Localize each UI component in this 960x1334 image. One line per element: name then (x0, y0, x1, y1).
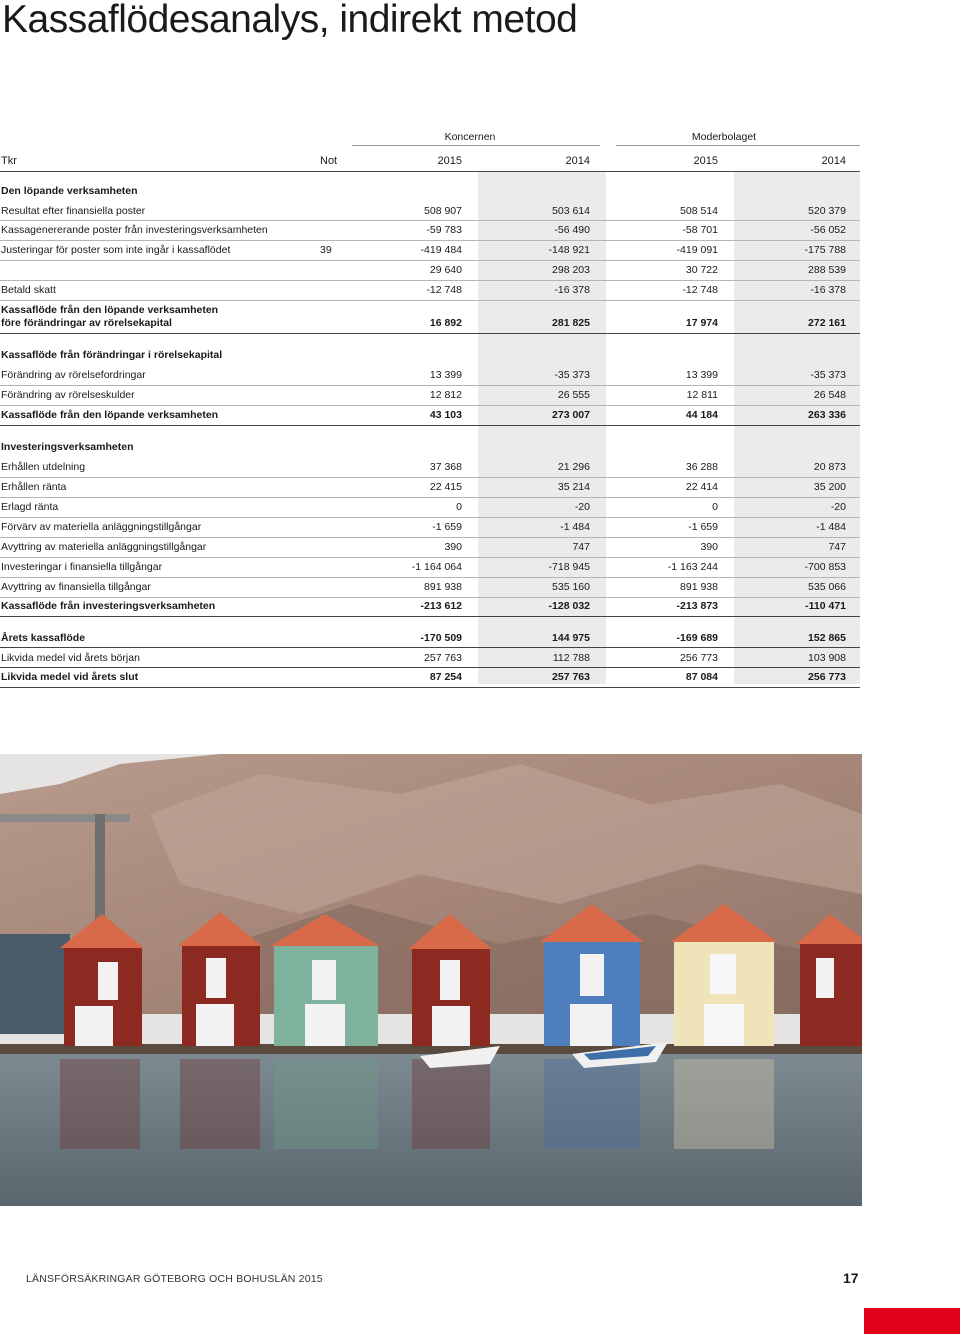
cell-moderbolaget-2015: 17 974 (685, 317, 718, 329)
cell-koncernen-2015: 390 (444, 541, 462, 553)
cell-koncernen-2014: 503 614 (552, 205, 590, 217)
cell-moderbolaget-2014: -35 373 (810, 369, 846, 381)
cell-moderbolaget-2015: 508 514 (680, 205, 718, 217)
page-number: 17 (843, 1270, 859, 1286)
table-row (0, 537, 860, 557)
group-line-koncernen (352, 145, 600, 146)
header-tkr: Tkr (1, 155, 17, 167)
row-label: Avyttring av finansiella tillgångar (1, 581, 151, 593)
subtotal-row (0, 405, 860, 425)
cell-koncernen-2014: 26 555 (557, 389, 590, 401)
cell-koncernen-2014: 273 007 (552, 409, 590, 421)
cell-koncernen-2015: -59 783 (426, 224, 462, 236)
cell-koncernen-2014: 747 (572, 541, 590, 553)
row-label: Erlagd ränta (1, 501, 59, 513)
row-label: Justeringar för poster som inte ingår i kassaflödet (1, 244, 231, 256)
cell-koncernen-2014: -56 490 (554, 224, 590, 236)
cell-koncernen-2014: 257 763 (552, 671, 590, 683)
cell-koncernen-2014: 144 975 (552, 632, 590, 644)
header-moderbolaget-2014: 2014 (821, 155, 846, 167)
cell-moderbolaget-2014: -1 484 (816, 521, 846, 533)
table-row (0, 201, 860, 221)
cell-koncernen-2015: -12 748 (426, 284, 462, 296)
table-row (0, 477, 860, 497)
row-label: Likvida medel vid årets slut (1, 671, 139, 683)
header-koncernen-2015: 2015 (437, 155, 462, 167)
cell-moderbolaget-2014: -175 788 (804, 244, 846, 256)
cell-koncernen-2015: -1 659 (432, 521, 462, 533)
cell-koncernen-2015: 12 812 (429, 389, 462, 401)
row-label: Betald skatt (1, 284, 56, 296)
cell-koncernen-2015: 891 938 (424, 581, 462, 593)
row-label: Årets kassaflöde (1, 632, 86, 644)
cell-moderbolaget-2015: 256 773 (680, 652, 718, 664)
cell-koncernen-2015: 257 763 (424, 652, 462, 664)
group-line-moderbolaget (616, 145, 860, 146)
section-heading-label: Investeringsverksamheten (1, 441, 134, 453)
cell-moderbolaget-2014: 263 336 (808, 409, 846, 421)
table-row (0, 385, 860, 405)
cell-koncernen-2014: 35 214 (557, 481, 590, 493)
cell-moderbolaget-2015: -12 748 (682, 284, 718, 296)
cell-moderbolaget-2014: 152 865 (808, 632, 846, 644)
table-row (0, 240, 860, 260)
table-row (0, 365, 860, 385)
row-label: Förvärv av materiella anläggningstillgångar (1, 521, 202, 533)
cell-moderbolaget-2015: 390 (700, 541, 718, 553)
subtotal-rule (0, 333, 860, 334)
row-label: Erhållen utdelning (1, 461, 86, 473)
table-row (0, 577, 860, 597)
page-title: Kassaflödesanalys, indirekt metod (2, 0, 578, 41)
cell-moderbolaget-2014: -56 052 (810, 224, 846, 236)
total-rule (0, 687, 860, 688)
section-heading (0, 437, 860, 457)
row-label: Likvida medel vid årets början (1, 652, 140, 664)
cell-moderbolaget-2014: -20 (830, 501, 846, 513)
cell-moderbolaget-2015: -213 873 (676, 600, 718, 612)
cell-koncernen-2015: 22 415 (429, 481, 462, 493)
cell-moderbolaget-2014: 535 066 (808, 581, 846, 593)
accent-bar (864, 1308, 960, 1334)
table-row (0, 517, 860, 537)
table-row (0, 497, 860, 517)
cell-moderbolaget-2015: -58 701 (682, 224, 718, 236)
subtotal-row (0, 596, 860, 616)
cell-koncernen-2015: 37 368 (429, 461, 462, 473)
section-heading-label: Den löpande verksamheten (1, 185, 138, 197)
cell-moderbolaget-2015: 0 (712, 501, 718, 513)
header-rule (0, 171, 860, 172)
cell-moderbolaget-2015: 36 288 (685, 461, 718, 473)
cell-moderbolaget-2014: -700 853 (804, 561, 846, 573)
row-label: Förändring av rörelsefordringar (1, 369, 146, 381)
subtotal-rule (0, 616, 860, 617)
cell-moderbolaget-2014: 20 873 (813, 461, 846, 473)
header-moderbolaget-2015: 2015 (693, 155, 718, 167)
cell-moderbolaget-2015: 22 414 (685, 481, 718, 493)
cell-koncernen-2015: 0 (456, 501, 462, 513)
cell-moderbolaget-2014: 35 200 (813, 481, 846, 493)
cell-koncernen-2014: -128 032 (548, 600, 590, 612)
row-label: Kassagenererande poster från investeringsverksamheten (1, 224, 268, 236)
row-label: Resultat efter finansiella poster (1, 205, 146, 217)
section-heading (0, 345, 860, 365)
cell-koncernen-2015: 508 907 (424, 205, 462, 217)
cell-moderbolaget-2014: 272 161 (808, 317, 846, 329)
cell-koncernen-2014: 535 160 (552, 581, 590, 593)
cell-koncernen-2015: -213 612 (420, 600, 462, 612)
table-row (0, 280, 860, 300)
section-heading (0, 181, 860, 201)
cell-moderbolaget-2015: -1 163 244 (667, 561, 718, 573)
cell-moderbolaget-2014: 288 539 (808, 264, 846, 276)
cell-moderbolaget-2015: 87 084 (685, 671, 718, 683)
table-row (0, 557, 860, 577)
row-label: Investeringar i finansiella tillgångar (1, 561, 163, 573)
group-label-moderbolaget: Moderbolaget (691, 131, 757, 143)
cell-koncernen-2015: 87 254 (429, 671, 462, 683)
cell-koncernen-2015: -419 484 (420, 244, 462, 256)
boathouse-illustration (0, 754, 862, 1206)
cell-koncernen-2014: -1 484 (560, 521, 590, 533)
cell-koncernen-2015: 29 640 (429, 264, 462, 276)
row-label: Avyttring av materiella anläggningstillgångar (1, 541, 207, 553)
cell-koncernen-2014: -16 378 (554, 284, 590, 296)
row-label: Erhållen ränta (1, 481, 67, 493)
cell-koncernen-2014: 21 296 (557, 461, 590, 473)
table-row (0, 220, 860, 240)
subtotal-row (0, 303, 860, 333)
group-label-koncernen: Koncernen (444, 131, 496, 143)
header-koncernen-2014: 2014 (565, 155, 590, 167)
footer-publication: LÄNSFÖRSÄKRINGAR GÖTEBORG OCH BOHUSLÄN 2015 (26, 1273, 323, 1285)
cell-moderbolaget-2015: -419 091 (676, 244, 718, 256)
cell-moderbolaget-2015: 891 938 (680, 581, 718, 593)
row-label-line1: Kassaflöde från den löpande verksamheten (1, 304, 219, 316)
cell-moderbolaget-2014: 103 908 (808, 652, 846, 664)
table-row (0, 457, 860, 477)
cell-koncernen-2015: 43 103 (429, 409, 462, 421)
cell-koncernen-2014: 281 825 (552, 317, 590, 329)
row-label-line2: före förändringar av rörelsekapital (1, 317, 172, 329)
cell-koncernen-2015: 16 892 (429, 317, 462, 329)
cell-moderbolaget-2014: -16 378 (810, 284, 846, 296)
cell-moderbolaget-2014: 26 548 (813, 389, 846, 401)
cell-koncernen-2014: -718 945 (548, 561, 590, 573)
cell-moderbolaget-2015: 44 184 (685, 409, 718, 421)
cell-moderbolaget-2014: -110 471 (805, 600, 846, 612)
cell-moderbolaget-2014: 747 (828, 541, 846, 553)
subtotal-rule (0, 425, 860, 426)
boathouse-photo (0, 754, 862, 1206)
cell-koncernen-2014: -20 (574, 501, 590, 513)
section-heading-label: Kassaflöde från förändringar i rörelsekapital (1, 349, 223, 361)
cell-moderbolaget-2014: 520 379 (808, 205, 846, 217)
cell-moderbolaget-2014: 256 773 (808, 671, 846, 683)
cell-koncernen-2015: -170 509 (420, 632, 462, 644)
cell-moderbolaget-2015: 30 722 (685, 264, 718, 276)
cell-moderbolaget-2015: -1 659 (688, 521, 718, 533)
total-row (0, 628, 860, 648)
cell-koncernen-2015: 13 399 (429, 369, 462, 381)
cell-koncernen-2015: -1 164 064 (411, 561, 462, 573)
row-label: Kassaflöde från den löpande verksamheten (1, 409, 219, 421)
cell-moderbolaget-2015: 12 811 (686, 389, 718, 401)
table-row (0, 260, 860, 280)
table-row (0, 648, 860, 668)
row-label: Förändring av rörelseskulder (1, 389, 135, 401)
total-row (0, 667, 860, 687)
cell-koncernen-2014: -35 373 (554, 369, 590, 381)
cell-koncernen-2014: 298 203 (552, 264, 590, 276)
table-header-row (0, 151, 860, 171)
header-not: Not (320, 155, 338, 167)
cell-koncernen-2014: 112 788 (552, 652, 590, 664)
cell-koncernen-2014: -148 921 (548, 244, 590, 256)
cell-moderbolaget-2015: 13 399 (685, 369, 718, 381)
row-label: Kassaflöde från investeringsverksamheten (1, 600, 216, 612)
row-note: 39 (320, 244, 332, 256)
cell-moderbolaget-2015: -169 689 (676, 632, 718, 644)
